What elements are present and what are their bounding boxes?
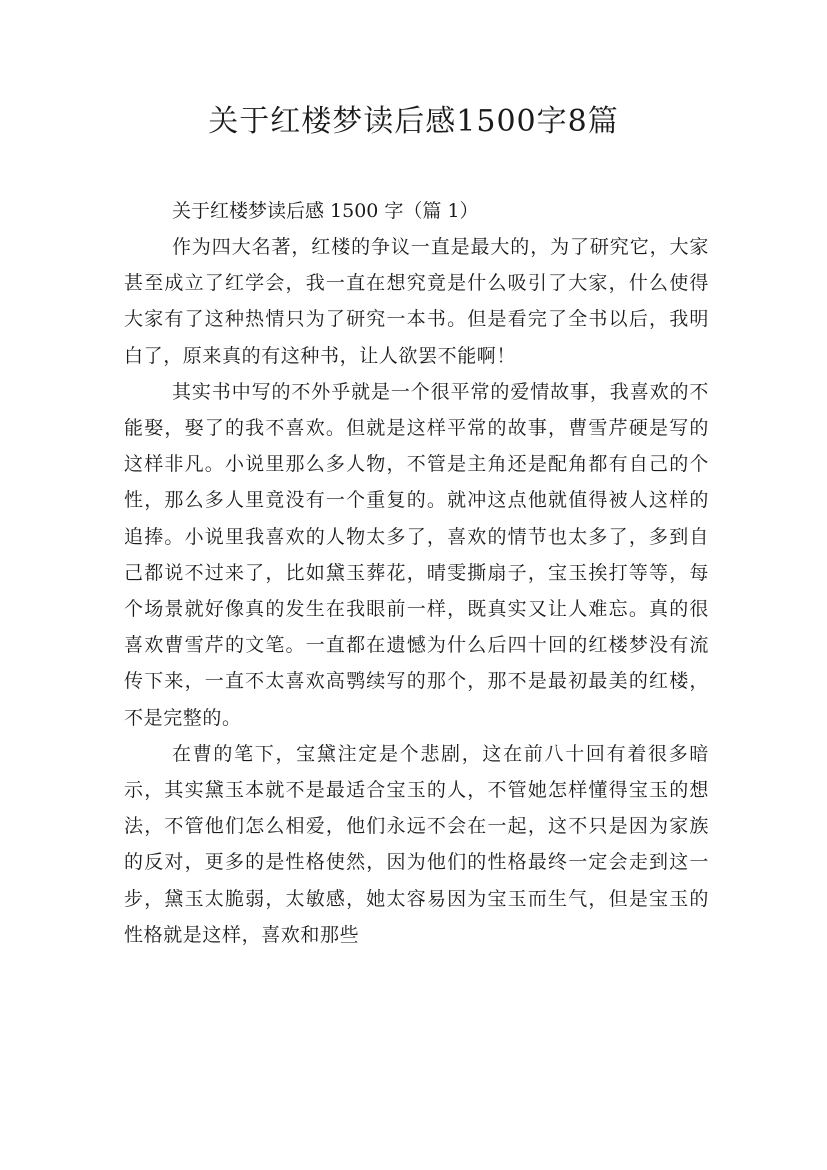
- document-title: 关于红楼梦读后感1500字8篇: [208, 104, 619, 139]
- paragraph-2: 其实书中写的不外乎就是一个很平常的爱情故事，我喜欢的不能娶，娶了的我不喜欢。但就是这样平常的故事，曹雪芹硬是写的这样非凡。小说里那么多人物，不管是主角还是配角都有自己的个性，那么多人里竟没有一个重复的。就冲这点他就值得被人这样的追捧。小说里我喜欢的人物太多了，喜欢的情节也太多了，多到自己都说不过来了，比如黛玉葬花，晴雯撕扇子，宝玉挨打等等，每个场景就好像真的发生在我眼前一样，既真实又让人难忘。真的很喜欢曹雪芹的文笔。一直都在遗憾为什么后四十回的红楼梦没有流传下来，一直不太喜欢高鹗续写的那个，那不是最初最美的红楼，不是完整的。: [124, 380, 709, 729]
- paragraph-3: 在曹的笔下，宝黛注定是个悲剧，这在前八十回有着很多暗示，其实黛玉本就不是最适合宝玉的人，不管她怎样懂得宝玉的想法，不管他们怎么相爱，他们永远不会在一起，这不只是因为家族的反对，更多的是性格使然，因为他们的性格最终一定会走到这一步，黛玉太脆弱，太敏感，她太容易因为宝玉而生气，但是宝玉的性格就是这样，喜欢和那些: [124, 742, 709, 946]
- section-heading: 关于红楼梦读后感 1500 字（篇 1）: [172, 200, 479, 222]
- document-body: [124, 193, 709, 953]
- paragraph-1: 作为四大名著，红楼的争议一直是最大的，为了研究它，大家甚至成立了红学会，我一直在想究竟是什么吸引了大家，什么使得大家有了这种热情只为了研究一本书。但是看完了全书以后，我明白了，原来真的有这种书，让人欲罢不能啊！: [124, 236, 709, 367]
